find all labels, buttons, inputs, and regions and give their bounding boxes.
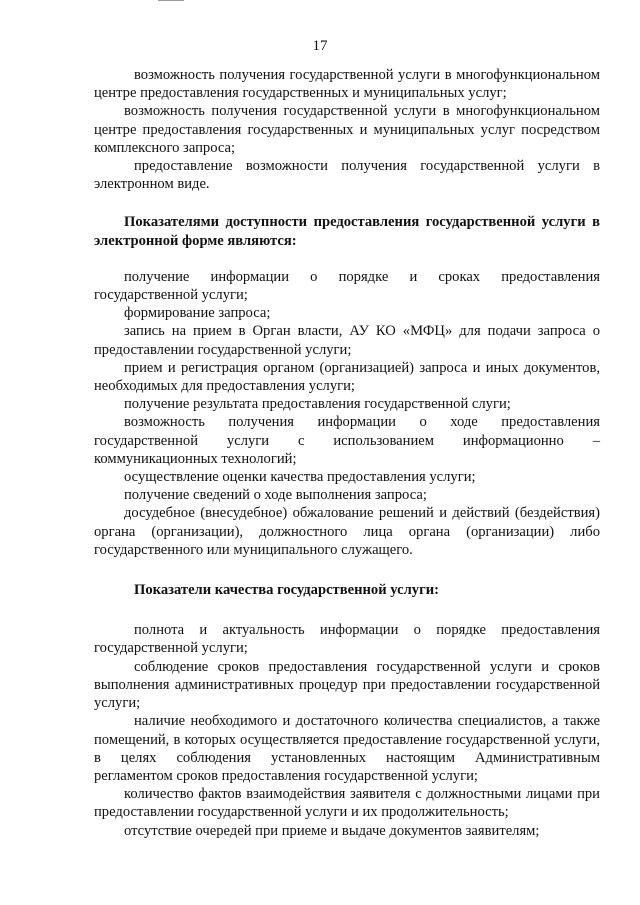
paragraph: возможность получения государственной услуги в многофункциональном центре предоставления государственных и муниципальных услуг; bbox=[94, 67, 600, 102]
spacer bbox=[94, 250, 600, 268]
paragraph: получение сведений о ходе выполнения запроса; bbox=[124, 487, 427, 504]
spacer bbox=[94, 193, 600, 213]
paragraph: полнота и актуальность информации о порядке предоставления государственной услуги; bbox=[94, 622, 600, 657]
paragraph: получение результата предоставления государственной слуги; bbox=[124, 396, 511, 413]
paragraph: наличие необходимого и достаточного количества специалистов, а также помещений, в которых осуществляется предоставление государственной услуги, в целях соблюдения установленных настоящим Административным регламентом сроков предоставления государственной услуги; bbox=[94, 713, 600, 784]
paragraph: запись на прием в Орган власти, АУ КО «МФЦ» для подачи запроса о предоставлении государственной услуги; bbox=[94, 323, 600, 358]
page-number: 17 bbox=[312, 38, 328, 54]
paragraph: соблюдение сроков предоставления государственной услуги и сроков выполнения административных процедур при предоставлении государственной услуги; bbox=[94, 658, 600, 712]
paragraph: предоставление возможности получения государственной услуги в электронном виде. bbox=[94, 158, 600, 193]
scan-artifact-line bbox=[158, 0, 184, 1]
paragraph: получение информации о порядке и сроках предоставления государственной услуги; bbox=[94, 268, 600, 304]
section-heading-quality: Показатели качества государственной услуги: bbox=[134, 582, 439, 599]
paragraph: формирование запроса; bbox=[124, 305, 271, 322]
paragraph: возможность получения информации о ходе предоставления государственной услуги с использованием информационно – коммуникационных технологий; bbox=[94, 414, 600, 467]
paragraph: количество фактов взаимодействия заявителя с должностными лицами при предоставлении государственной услуги и их продолжительность; bbox=[94, 786, 600, 821]
paragraph: отсутствие очередей при приеме и выдаче документов заявителям; bbox=[124, 822, 540, 839]
paragraph: осуществление оценки качества предоставления услуги; bbox=[124, 469, 476, 486]
section-heading-accessibility: Показателями доступности предоставления государственной услуги в электронной форме являются: bbox=[94, 214, 600, 249]
spacer bbox=[94, 559, 600, 581]
page-content bbox=[94, 66, 600, 840]
spacer bbox=[94, 599, 600, 621]
paragraph: прием и регистрация органом (организацией) запроса и иных документов, необходимых для предоставления услуги; bbox=[94, 359, 600, 395]
paragraph: досудебное (внесудебное) обжалование решений и действий (бездействия) органа (организации), должностного лица органа (организации) либо государственного или муниципального служащего. bbox=[94, 505, 600, 558]
paragraph: возможность получения государственной услуги в многофункциональном центре предоставления государственных и муниципальных услуг посредством комплексного запроса; bbox=[94, 103, 600, 156]
